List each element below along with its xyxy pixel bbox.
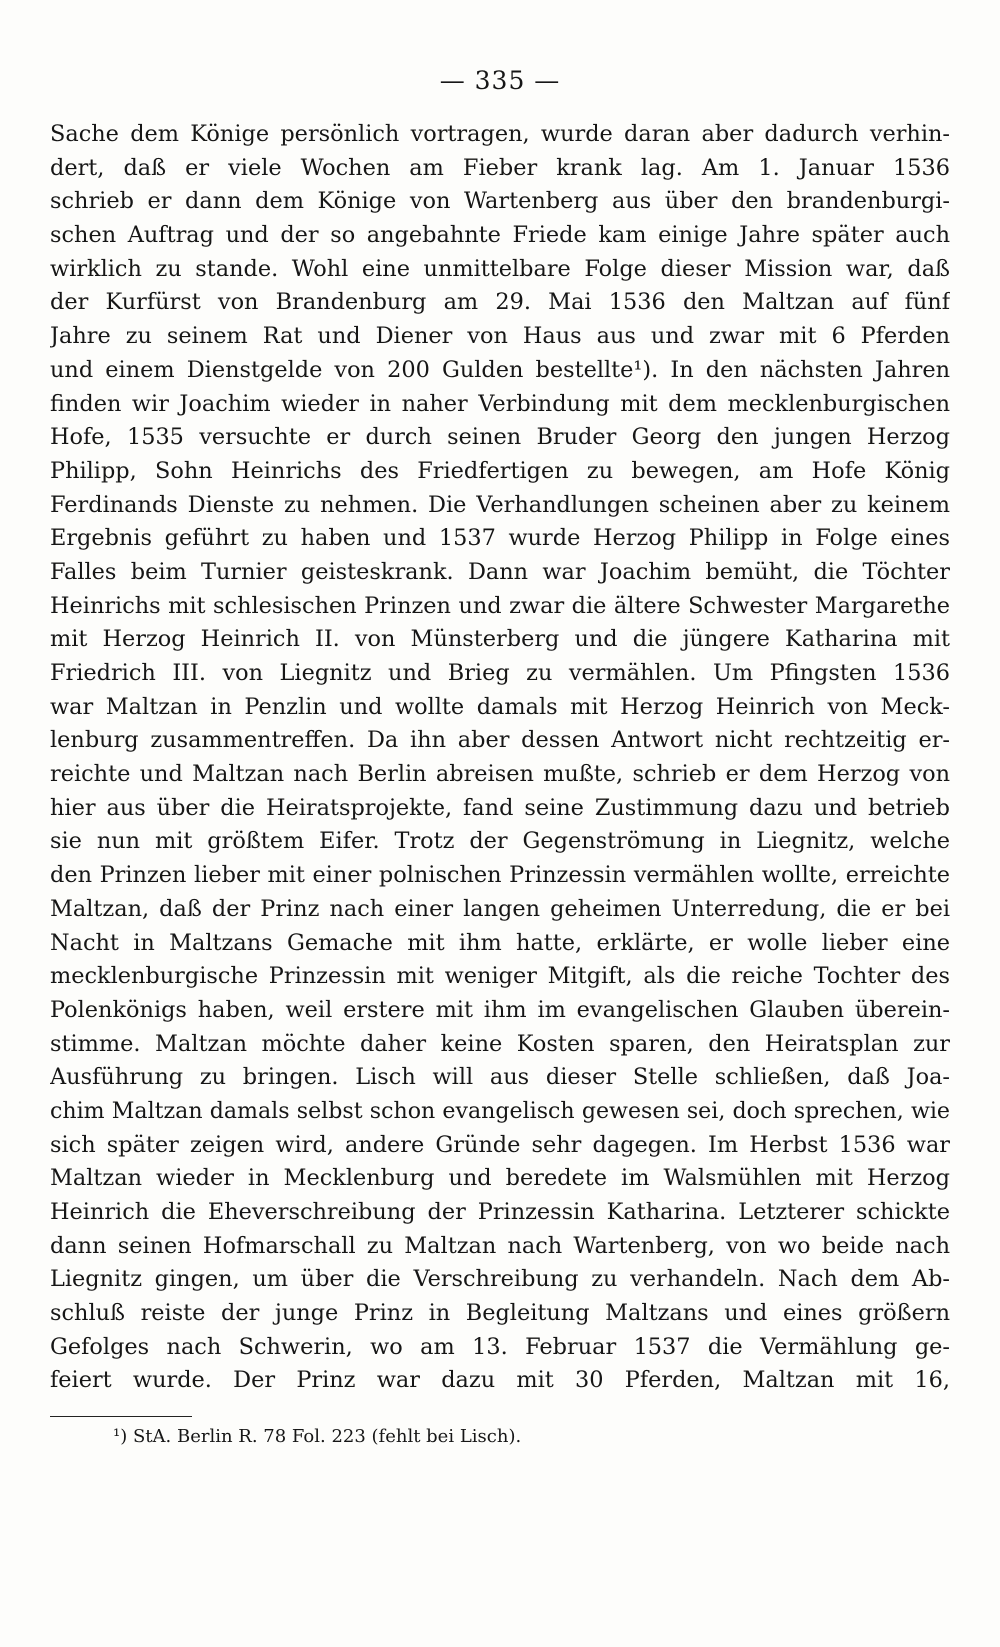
text-line: Jahre zu seinem Rat und Diener von Haus aus und zwar mit 6 Pferden — [50, 323, 950, 350]
text-line: Nacht in Maltzans Gemache mit ihm hatte, erklärte, er wolle lieber eine — [50, 929, 950, 956]
text-line: lenburg zusammentreffen. Da ihn aber dessen Antwort nicht rechtzeitig er- — [50, 727, 950, 754]
text-line: Heinrich die Eheverschreibung der Prinzessin Katharina. Letzterer schickte — [50, 1199, 950, 1225]
text-line: reichte und Maltzan nach Berlin abreisen mußte, schrieb er dem Herzog von — [50, 761, 950, 788]
text-line: Heinrichs mit schlesischen Prinzen und zwar die ältere Schwester Margarethe — [50, 592, 950, 619]
text-line: schrieb er dann dem Könige von Wartenberg aus über den brandenburgi- — [50, 188, 950, 215]
text-line: Hofe, 1535 versuchte er durch seinen Bruder Georg den jungen Herzog — [50, 424, 950, 451]
text-line: Sache dem Könige persönlich vortragen, wurde daran aber dadurch verhin- — [50, 121, 950, 147]
text-line: Ausführung zu bringen. Lisch will aus dieser Stelle schließen, daß Joa- — [50, 1064, 950, 1091]
text-line: mecklenburgische Prinzessin mit weniger Mitgift, als die reiche Tochter des — [50, 963, 950, 990]
text-line: chim Maltzan damals selbst schon evangelisch gewesen sei, doch sprechen, wie — [50, 1097, 950, 1124]
text-line: stimme. Maltzan möchte daher keine Kosten sparen, den Heiratsplan zur — [50, 1030, 950, 1057]
text-line: war Maltzan in Penzlin und wollte damals mit Herzog Heinrich von Meck- — [50, 693, 950, 720]
text-line: dann seinen Hofmarschall zu Maltzan nach Wartenberg, von wo beide nach — [50, 1232, 950, 1259]
text-line: Maltzan wieder in Mecklenburg und beredete im Walsmühlen mit Herzog — [50, 1165, 950, 1192]
footnote: ¹) StA. Berlin R. 78 Fol. 223 (fehlt bei Lisch). — [113, 1426, 522, 1447]
text-line: Ferdinands Dienste zu nehmen. Die Verhandlungen scheinen aber zu keinem — [50, 491, 950, 518]
text-line: sie nun mit größtem Eifer. Trotz der Gegenströmung in Liegnitz, welche — [50, 828, 950, 855]
text-line: finden wir Joachim wieder in naher Verbindung mit dem mecklenburgischen — [50, 390, 950, 417]
text-line: und einem Dienstgelde von 200 Gulden bestellte¹). In den nächsten Jahren — [50, 356, 950, 383]
text-line: wirklich zu stande. Wohl eine unmittelbare Folge dieser Mission war, daß — [50, 255, 950, 282]
text-line: Gefolges nach Schwerin, wo am 13. Februar 1537 die Vermählung ge- — [50, 1333, 950, 1360]
text-line: Ergebnis geführt zu haben und 1537 wurde Herzog Philipp in Folge eines — [50, 525, 950, 552]
text-line: Liegnitz gingen, um über die Verschreibung zu verhandeln. Nach dem Ab- — [50, 1266, 950, 1293]
text-line: hier aus über die Heiratsprojekte, fand seine Zustimmung dazu und betrieb — [50, 794, 950, 821]
footnote-separator — [50, 1416, 192, 1417]
text-line: Polenkönigs haben, weil erstere mit ihm im evangelischen Glauben überein- — [50, 996, 950, 1023]
text-line: Maltzan, daß der Prinz nach einer langen geheimen Unterredung, die er bei — [50, 895, 950, 922]
body-text — [50, 118, 950, 1398]
page-number: — 335 — — [439, 66, 561, 95]
text-line: Falles beim Turnier geisteskrank. Dann war Joachim bemüht, die Töchter — [50, 558, 950, 585]
text-line: dert, daß er viele Wochen am Fieber krank lag. Am 1. Januar 1536 — [50, 154, 950, 181]
text-line: schen Auftrag und der so angebahnte Friede kam einige Jahre später auch — [50, 222, 950, 249]
text-line: mit Herzog Heinrich II. von Münsterberg und die jüngere Katharina mit — [50, 626, 950, 653]
text-line: Philipp, Sohn Heinrichs des Friedfertigen zu bewegen, am Hofe König — [50, 457, 950, 484]
text-line: sich später zeigen wird, andere Gründe sehr dagegen. Im Herbst 1536 war — [50, 1131, 950, 1158]
text-line: Friedrich III. von Liegnitz und Brieg zu vermählen. Um Pfingsten 1536 — [50, 660, 950, 686]
text-line: der Kurfürst von Brandenburg am 29. Mai 1536 den Maltzan auf fünf — [50, 289, 950, 316]
text-line: den Prinzen lieber mit einer polnischen Prinzessin vermählen wollte, erreichte — [50, 862, 950, 889]
text-line: feiert wurde. Der Prinz war dazu mit 30 Pferden, Maltzan mit 16, — [50, 1367, 950, 1394]
text-line: schluß reiste der junge Prinz in Begleitung Maltzans und eines größern — [50, 1300, 950, 1327]
